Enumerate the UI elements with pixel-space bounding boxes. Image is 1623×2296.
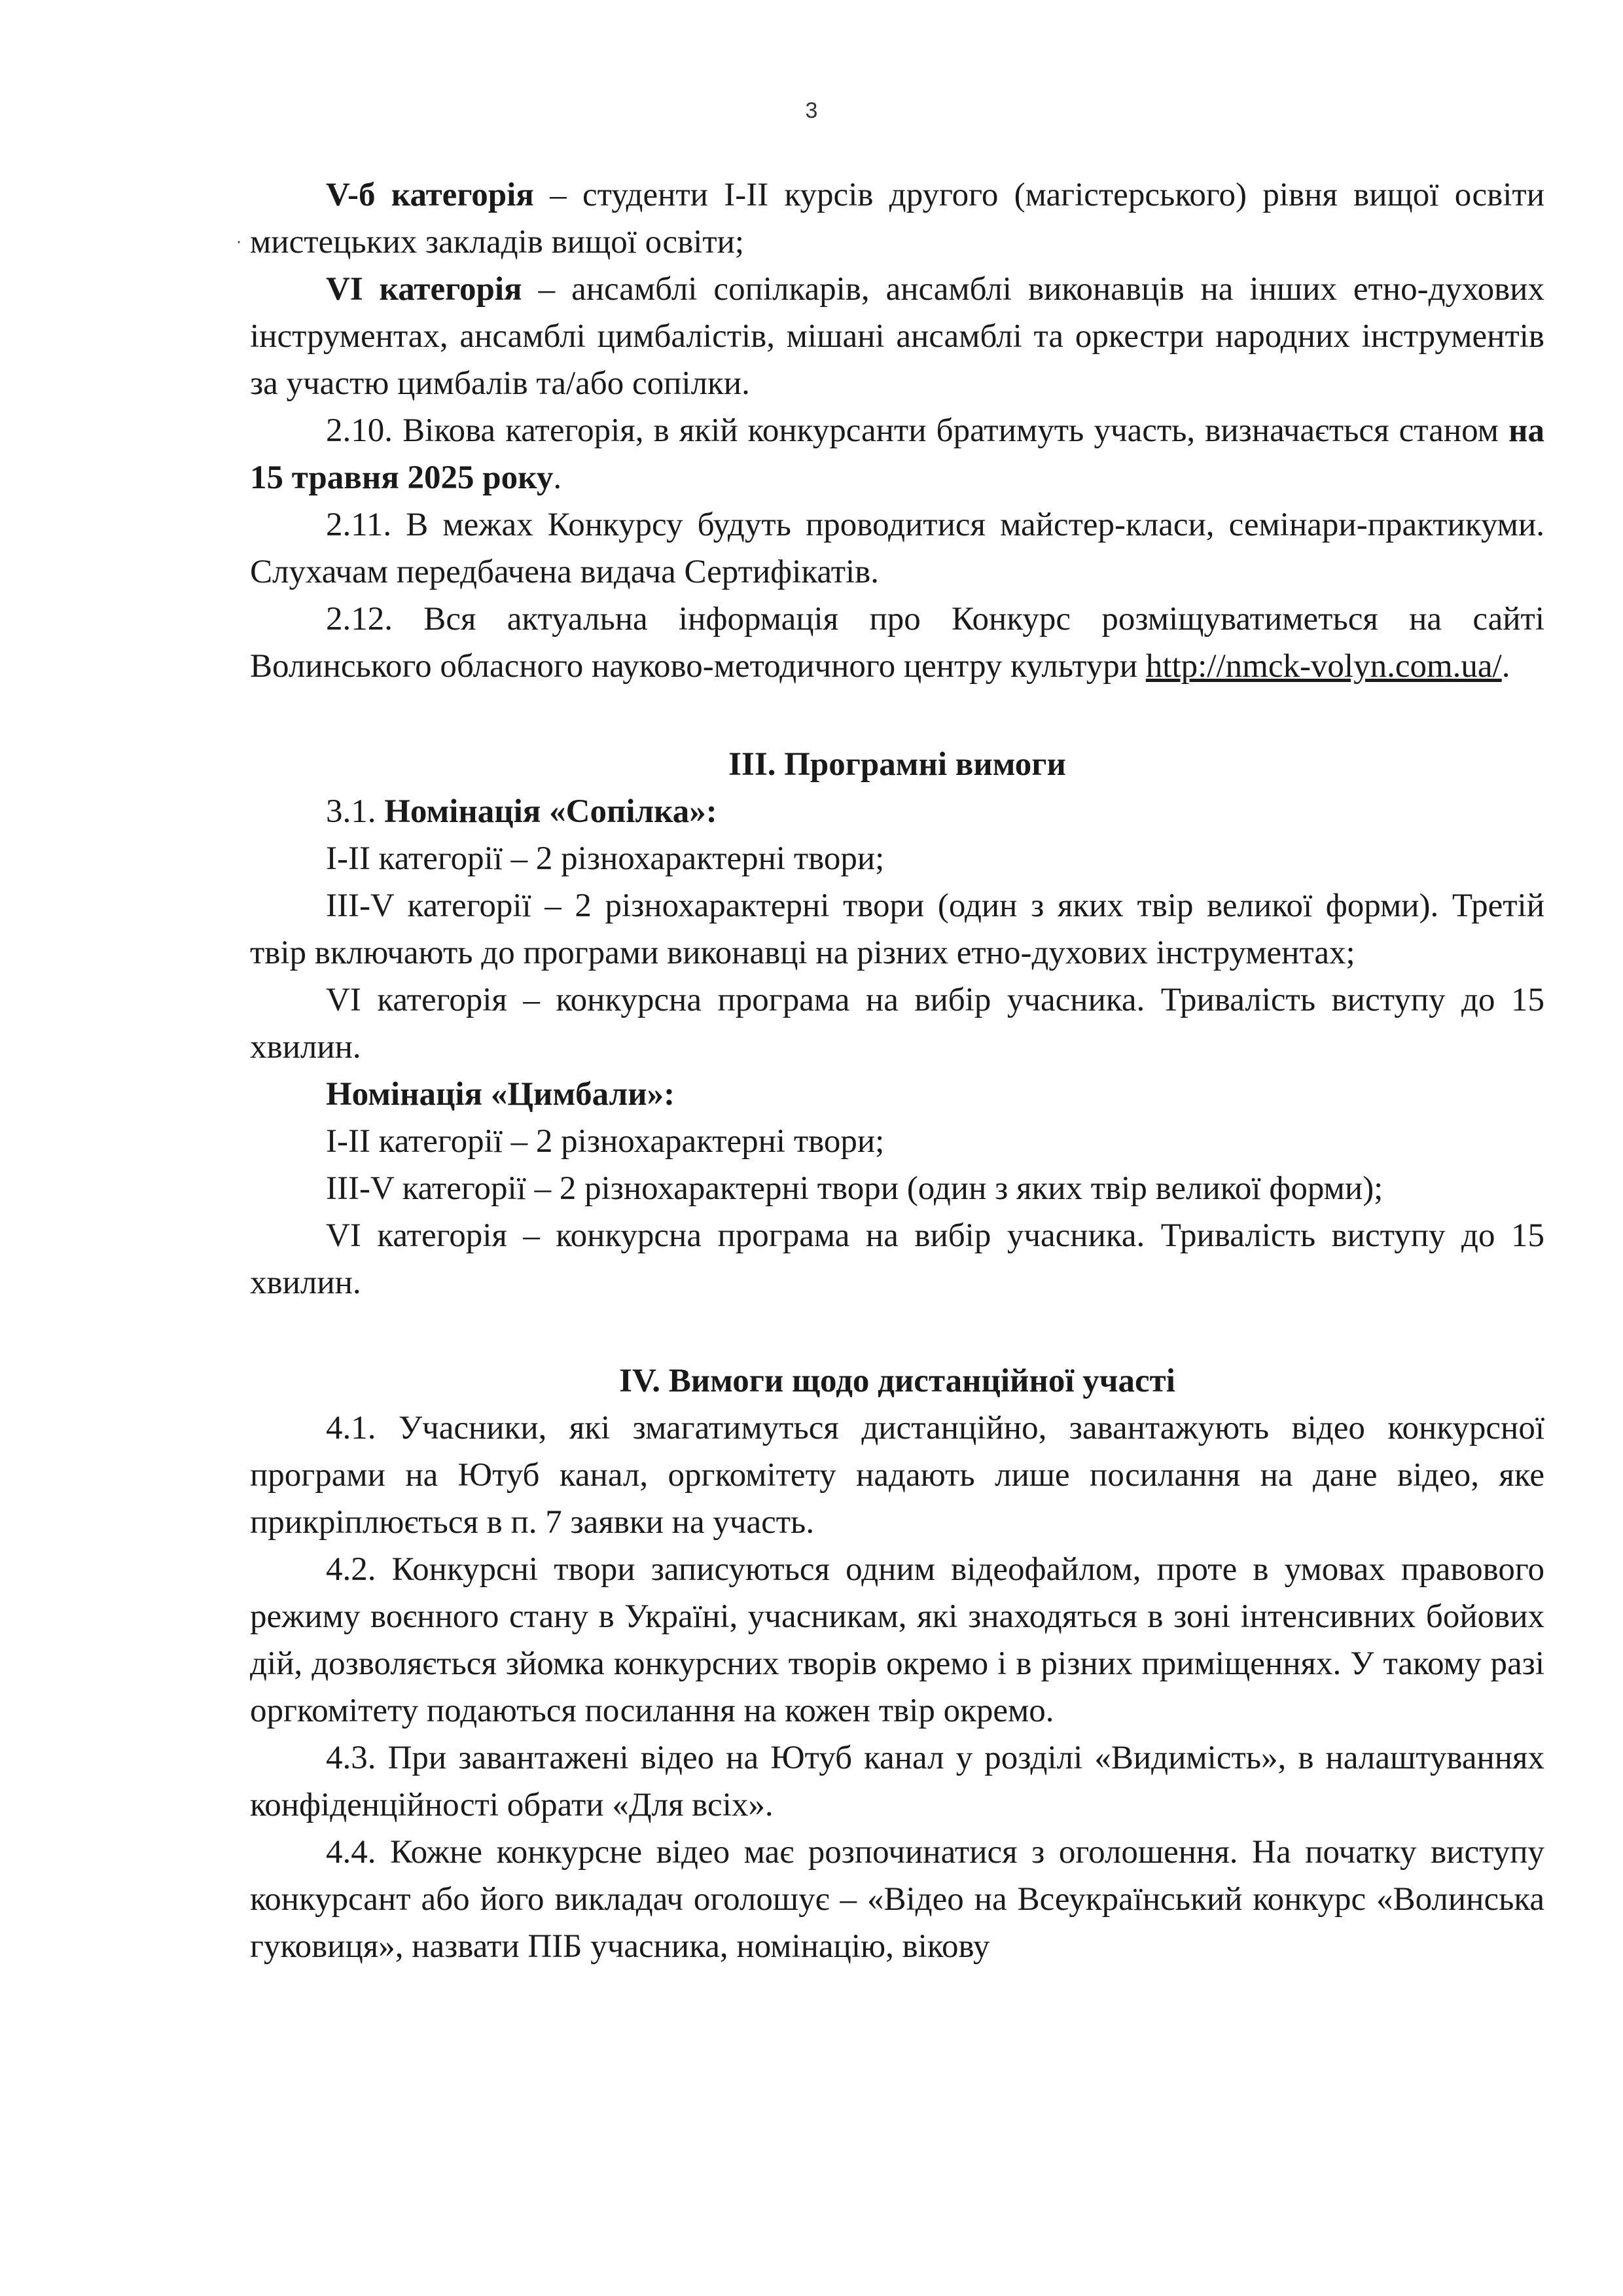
document-body <box>250 171 1544 1970</box>
tsymbaly-item: ІІІ-V категорії – 2 різнохарактерні твори (один з яких твір великої форми); <box>326 1170 1383 1207</box>
nomination-sopilka-number: 3.1. <box>326 793 385 830</box>
paragraph-4-2: 4.2. Конкурсні твори записуються одним відеофайлом, проте в умовах правового режиму воєнного стану в Україні, учасникам, які знаходяться в зоні інтенсивних бойових дій, дозволяється зйомка конкурсних творів окремо і в різних приміщеннях. У такому разі оргкомітету подаються посилання на кожен твір окремо. <box>250 1551 1544 1729</box>
paragraph-4-4: 4.4. Кожне конкурсне відео має розпочинатися з оголошення. На початку виступу конкурсант або його викладач оголошує – «Відео на Всеукраїнський конкурс «Волинська гуковиця», назвати ПІБ учасника, номінацію, вікову <box>250 1834 1544 1965</box>
section-3-title: ІІІ. Програмні вимоги <box>728 746 1066 783</box>
website-link[interactable]: http://nmck-volyn.com.ua/ <box>1145 648 1502 685</box>
category-vi-label: VI категорія <box>326 271 522 308</box>
page-number: 3 <box>805 98 818 123</box>
category-v-b-label: V-б категорія <box>326 177 534 213</box>
category-vi-text: – ансамблі сопілкарів, ансамблі виконавців на інших етно-духових інструментах, ансамблі цимбалістів, мішані ансамблі та оркестри народних інструментів за участю цимбалів та/або сопілки. <box>250 271 1544 402</box>
paragraph-2-10-tail: . <box>553 459 562 496</box>
nomination-sopilka-heading <box>250 788 1544 835</box>
sopilka-item: І-ІІ категорії – 2 різнохарактерні твори; <box>326 840 885 877</box>
paragraph-2-10-date: на 15 травня 2025 року <box>250 412 1544 496</box>
nomination-sopilka-label: Номінація «Сопілка»: <box>384 793 717 830</box>
paragraph-category-vi <box>250 266 1544 407</box>
paragraph-4-1: 4.1. Учасники, які змагатимуться дистанційно, завантажують відео конкурсної програми на Ютуб канал, оргкомітету надають лише посилання на дане відео, яке прикріплюється в п. 7 заявки на участь. <box>250 1410 1544 1541</box>
paragraph-4-3: 4.3. При завантажені відео на Ютуб канал у розділі «Видимість», в налаштуваннях конфіденційності обрати «Для всіх». <box>250 1740 1544 1823</box>
tsymbaly-item: VІ категорія – конкурсна програма на вибір учасника. Тривалість виступу до 15 хвилин. <box>250 1217 1544 1301</box>
category-v-b-text: – студенти І-ІІ курсів другого (магістерського) рівня вищої освіти мистецьких закладів вищої освіти; <box>250 177 1545 260</box>
paragraph-2-12-tail: . <box>1501 648 1510 685</box>
paragraph-2-10 <box>250 407 1544 501</box>
paragraph-2-10-text: 2.10. Вікова категорія, в якій конкурсанти братимуть участь, визначається станом <box>326 412 1509 449</box>
paragraph-2-12-text: 2.12. Вся актуальна інформація про Конкурс розміщуватиметься на сайті Волинського обласного науково-методичного центру культури <box>250 601 1544 685</box>
paragraph-category-v-b <box>250 171 1544 266</box>
section-4-title: ІV. Вимоги щодо дистанційної участі <box>619 1363 1175 1399</box>
sopilka-item: ІІІ-V категорії – 2 різнохарактерні твори (один з яких твір великої форми). Третій твір включають до програми виконавці на різних етно-духових інструментах; <box>250 888 1544 971</box>
tsymbaly-item: І-ІІ категорії – 2 різнохарактерні твори; <box>326 1123 885 1160</box>
scan-speck: · <box>236 230 242 252</box>
paragraph-2-12 <box>250 596 1544 690</box>
paragraph-2-11-text: 2.11. В межах Конкурсу будуть проводитися майстер-класи, семінари-практикуми. Слухачам передбачена видача Сертифікатів. <box>250 507 1544 590</box>
nomination-tsymbaly-heading: Номінація «Цимбали»: <box>326 1076 675 1113</box>
paragraph-2-11 <box>250 501 1544 596</box>
sopilka-item: VІ категорія – конкурсна програма на вибір учасника. Тривалість виступу до 15 хвилин. <box>250 982 1544 1066</box>
